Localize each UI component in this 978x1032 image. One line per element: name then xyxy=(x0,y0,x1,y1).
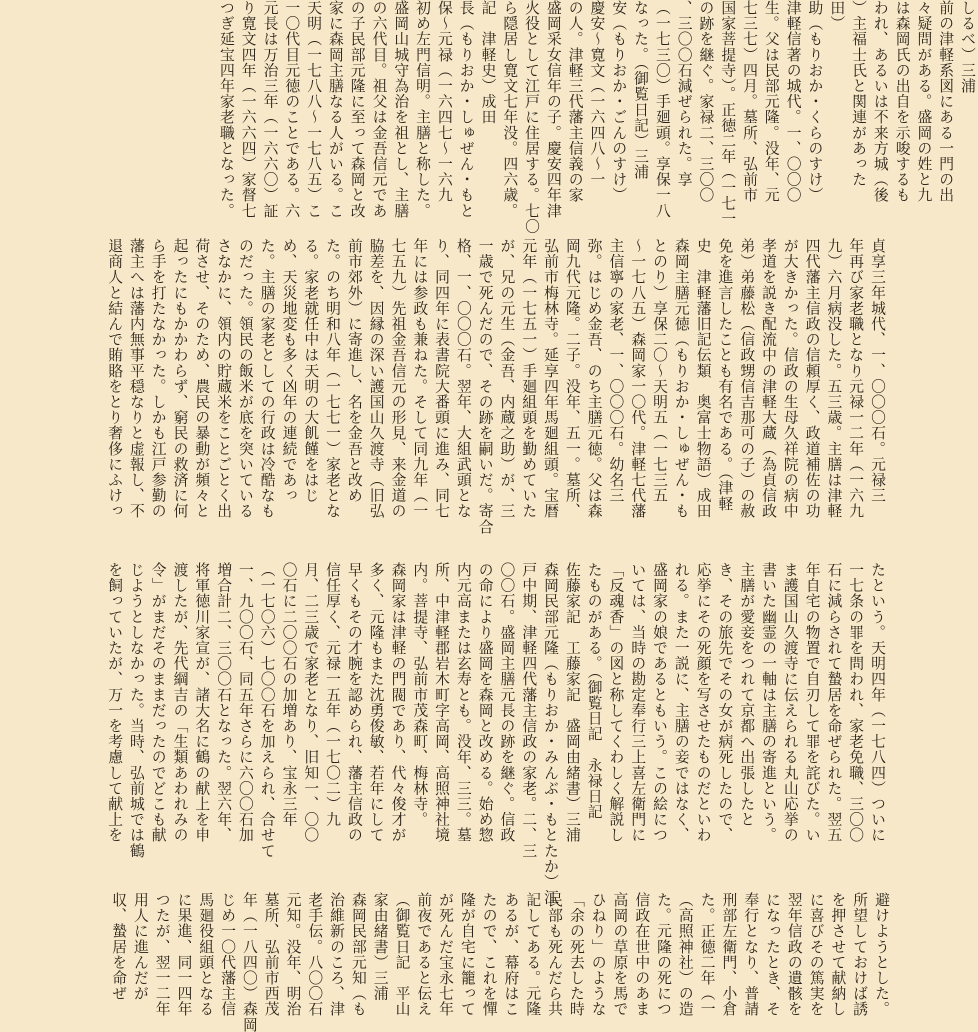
text-column: 一〇代目元徳のことである。六 xyxy=(283,0,301,219)
text-column: ）主福士氏と関連があった xyxy=(850,0,868,188)
text-column: り、同四年に表書院大番頭に進み、同七 xyxy=(433,238,451,519)
text-column: 田） xyxy=(828,0,846,32)
text-column: 長（もりおか・しゅぜん・もと xyxy=(457,0,475,219)
text-column: の六代目。祖父は金吾信元であ xyxy=(370,0,388,219)
text-column: 森岡主膳元徳（もりおか・しゅぜん・も xyxy=(672,238,690,519)
text-column: 藩主へは藩内無事平穏なりと虚報し、不 xyxy=(127,238,145,519)
text-column: （高照神社）の造 xyxy=(676,892,694,1017)
text-column: 早くもその才腕を認められ、藩主信政の xyxy=(345,562,363,843)
text-column: になったとき、そ xyxy=(764,892,782,1017)
text-column: 応挙にその死顔を写させたものだといわ xyxy=(694,562,712,843)
text-column: た。元隆の死につ xyxy=(655,892,673,1017)
text-column: 記 津軽史）成田 xyxy=(479,0,497,125)
text-column: 安（もりおか・ごんのすけ） xyxy=(610,0,628,203)
text-column: が死んだ宝永七年 xyxy=(437,892,455,1017)
text-column: 戸中期、津軽四代藩主信政の家老。二、三 xyxy=(520,562,538,859)
text-column: 火役として江戸に住居する。七〇 xyxy=(523,0,541,234)
text-column: 隆が自宅に籠って xyxy=(458,892,476,1017)
text-column: 弥。はじめ金吾、のち主膳元徳。父は森 xyxy=(585,238,603,519)
text-column: れる。また一説に、主膳の妾ではなく、 xyxy=(672,562,690,843)
text-column: 家に森岡主膳なる人がいる。こ xyxy=(326,0,344,219)
text-column: 保～元禄（一六四七～一六九 xyxy=(435,0,453,203)
text-column: われ、あるいは不来方城（後 xyxy=(871,0,889,203)
text-column: 石に減らされて蟄居を命ぜられた。翌五 xyxy=(825,562,843,843)
text-column: た。のち明和八年（一七七一）家老とな xyxy=(324,238,342,519)
text-column: 助（もりおか・くらのすけ） xyxy=(806,0,824,203)
text-column: 起ったにもかかわらず、窮民の救済に何 xyxy=(171,238,189,519)
text-column: ま護国山久渡寺に伝えられる丸山応挙の xyxy=(781,562,799,843)
text-column: 貞享三年城代、一、〇〇〇石。元禄三 xyxy=(869,238,886,504)
text-column: 〇〇石。盛岡主膳元長の跡を継ぐ。信政 xyxy=(498,562,516,843)
text-column: 格、一、〇〇〇石。翌年、大組武頭とな xyxy=(454,238,472,519)
text-column: 史 津軽藩旧記伝類 奥富士物語）成田 xyxy=(694,238,712,519)
text-column: め、天災地変も多く凶年の連続であっ xyxy=(280,238,298,504)
text-column: （一七〇六）七〇〇石を加えられ、合せて xyxy=(258,562,276,859)
text-column: たものがある。（御覧日記 永禄日記 xyxy=(585,562,603,820)
text-column: 退商人と結んで賄賂をとり奢侈にふけっ xyxy=(106,238,124,519)
text-column: ら手を打たなかった。しかも江戸参勤の xyxy=(149,238,167,519)
text-column: なった。（御覧日記）三浦 xyxy=(632,0,650,180)
text-column: 岡九代元隆。二子。没年、五一。墓所、 xyxy=(563,238,581,519)
text-band-bottom xyxy=(0,892,892,1032)
text-band-lower-middle xyxy=(0,562,888,906)
text-column: さなかに、領内の貯蔵米をことごとく出 xyxy=(215,238,233,519)
text-column: いては、当時の勘定奉行三上喜左衛門に xyxy=(629,562,647,843)
text-column: 森岡民部元知（も xyxy=(349,892,367,1017)
text-column: 一七条の罪を問われ、家老免職、三〇〇 xyxy=(847,562,865,843)
text-column: り寛文四年（一六六四）家督七 xyxy=(239,0,257,219)
text-column: 渡したが、先代綱吉の「生類あわれみの xyxy=(171,562,189,843)
text-column: 国家菩提寺）。正徳二年（一七一 xyxy=(719,0,737,227)
text-column: 収、蟄居を命ぜ xyxy=(110,892,128,1002)
text-column: 所、中津軽郡岩木町字高岡、高照神社境 xyxy=(433,562,451,843)
text-column: 孝道を説き配流中の津軽大蔵（為貞信政 xyxy=(760,238,778,519)
text-column: つぎ延宝四年家老職となった。 xyxy=(217,0,235,219)
text-column: 「余の死去した時 xyxy=(567,892,585,1017)
text-column: とのり）享保二〇～天明五（一七三五 xyxy=(651,238,669,504)
text-column: の命により盛岡を森岡と改める。始め惣 xyxy=(476,562,494,843)
text-column: 奉行となり、普請 xyxy=(742,892,760,1017)
text-column: たので、これを憚 xyxy=(480,892,498,1017)
text-column: 津軽信著の城代。一、〇〇〇 xyxy=(784,0,802,203)
text-column: 翌年信政の遺骸を xyxy=(785,892,803,1017)
text-column: 々疑問がある。盛岡の姓と九 xyxy=(915,0,933,203)
text-column: （御覧日記 平山 xyxy=(393,892,411,1017)
text-column: 一、九〇〇石、同五年さらに六〇〇石加 xyxy=(236,562,254,843)
text-column: が、兄の元生（金吾、内蔵之助）が、三 xyxy=(498,238,516,519)
text-column: 四代藩主信政の信頼厚く、政道補佐の功 xyxy=(803,238,821,519)
text-column: 七三七）四月。墓所、弘前市 xyxy=(741,0,759,203)
text-column: 元長は万治三年（一六六〇）証 xyxy=(261,0,279,219)
text-column: を飼っていたが、万一を考慮して献上を xyxy=(106,562,124,843)
text-column: 多く、元隆もまた沈勇俊敏、若年にして xyxy=(367,562,385,843)
text-column: 天明（一七八八～一七八五）こ xyxy=(305,0,323,219)
text-column: 森岡家は津軽の門閥であり、代々俊才が xyxy=(389,562,407,843)
text-column: 前の津軽系図にある一門の出 xyxy=(937,0,955,203)
text-column: じようとしなかった。当時、弘前城では鶴 xyxy=(127,562,145,859)
text-column: は森岡氏の出自を示唆するも xyxy=(893,0,911,203)
text-column: 初め左門信明。主膳と称した。 xyxy=(414,0,432,219)
text-column: 「反魂香」の図と称してくわしく解説し xyxy=(607,562,625,843)
text-column: 一歳で死んだので、その跡を嗣いだ。寄合 xyxy=(476,238,494,535)
text-column: 年には参政も兼ねた。そして同九年（一 xyxy=(411,238,429,519)
text-column: に喜びその篤実を xyxy=(807,892,825,1017)
text-column: 年（一八四〇）森岡 xyxy=(240,892,258,1032)
text-column: 高岡の草原を馬で xyxy=(611,892,629,1017)
text-band-top xyxy=(28,0,978,234)
text-column: 主信寧の家老、一、〇〇〇石。幼名三 xyxy=(607,238,625,504)
text-column: が大きかった。信政の生母久祥院の病中 xyxy=(781,238,799,519)
text-column: （一七三〇）手廻頭。享保一八 xyxy=(653,0,671,219)
text-column: 荷させ、そのため、農民の暴動が頻々と xyxy=(193,238,211,519)
text-column: 信任厚く、元禄一五年（一七〇二）九 xyxy=(324,562,342,828)
text-column: の人。津軽三代藩主信義の家 xyxy=(566,0,584,203)
text-column: 元年（一七五一）手廻組頭を勤めていた xyxy=(520,238,538,519)
text-column: 弟）弟藤松（信政甥信吉那可の子）の赦 xyxy=(738,238,756,519)
text-column: 生。父は民部元隆。没年、元 xyxy=(762,0,780,203)
text-column: 慶安～寛文（一六四八～一 xyxy=(588,0,606,188)
text-column: る。家老就任中は天明の大飢饉をはじ xyxy=(302,238,320,504)
text-column: 盛岡家の娘であるともいう。この絵につ xyxy=(651,562,669,843)
text-column: の子民部元隆に至って森岡と改 xyxy=(348,0,366,219)
text-column: 家由緒書）三浦 xyxy=(371,892,389,1002)
text-column: 月、二三歳で家老となり、旧知一、〇〇 xyxy=(302,562,320,843)
text-column: 内元高または玄寿とも。没年、三三。墓 xyxy=(454,562,472,843)
text-column: 免を進言したことも有名である。（津軽 xyxy=(716,238,734,512)
text-column: 〇石に二〇〇石の加増あり、宝永三年 xyxy=(280,562,298,828)
text-column: ら隠居し寛文七年没。四六歳。 xyxy=(501,0,519,219)
text-column: 主膳が愛妾をつれて京都へ出張したと xyxy=(738,562,756,828)
text-column: 用人に進んだが xyxy=(131,892,149,1002)
text-column: 馬廻役組頭となる xyxy=(197,892,215,1017)
text-column: 七五九）先祖金吾信元の形見、来金道の xyxy=(389,238,407,519)
text-column: 刑部左衛門、小倉 xyxy=(720,892,738,1017)
text-column: を押させて献納し xyxy=(829,892,847,1017)
text-column: あるが、幕府はこ xyxy=(502,892,520,1017)
text-column: 弘前市梅林寺。延享四年馬廻組頭。宝暦 xyxy=(542,238,560,519)
text-column: 避けようとした。 xyxy=(873,892,890,1017)
text-column: た。主膳の家老としての行政は冷酷なも xyxy=(258,238,276,519)
text-column: ひねり」のような xyxy=(589,892,607,1017)
text-column: 盛岡采女信年の子。慶安四年津 xyxy=(544,0,562,219)
text-column: ～一七八五）森岡家一〇代。津軽七代藩 xyxy=(629,238,647,519)
text-column: 記してある。元隆 xyxy=(524,892,542,1017)
text-column: 九）六月病没した。五三歳。主膳は津軽 xyxy=(825,238,843,519)
text-column: 年自宅の物置で自刃して罪を詫びた。い xyxy=(803,562,821,843)
text-column: 民部も死んだら共 xyxy=(546,892,564,1017)
text-column: 令」がまだそのままだったのでどこも献 xyxy=(149,562,167,843)
text-column: じめ一〇代藩主信 xyxy=(219,892,237,1017)
text-column: 盛岡山城守為治を祖とし、主膳 xyxy=(392,0,410,219)
text-column: 増合計二、三〇〇石となった。翌六年、 xyxy=(215,562,233,843)
text-column: 信政在世中のあま xyxy=(633,892,651,1017)
text-column: 年再び家老職となり元禄一二年（一六九 xyxy=(847,238,865,519)
text-column: 墓所、弘前市西茂 xyxy=(262,892,280,1017)
text-column: しるべ）三浦 xyxy=(959,0,976,94)
text-column: 森岡民部元隆（もりおか・みんぶ・もとたか）江 xyxy=(542,562,560,906)
text-column: き、その旅先でその女が病死したので、 xyxy=(716,562,734,843)
text-column: たという。天明四年（一七八四）ついに xyxy=(869,562,886,843)
text-column: に果進、同一四年 xyxy=(175,892,193,1017)
text-column: 前市郊外）に寄進し、名を金吾と改め xyxy=(345,238,363,504)
text-column: 、三〇〇石減ぜられた。享 xyxy=(675,0,693,188)
text-column: のだった。領民の飯米が底を突いている xyxy=(236,238,254,519)
text-column: つたが、翌一二年 xyxy=(153,892,171,1017)
text-band-upper-middle xyxy=(0,238,888,582)
text-column: 前夜であると伝え xyxy=(415,892,433,1017)
text-column: 治維新のころ、津 xyxy=(328,892,346,1017)
text-column: 将軍徳川家宣が、諸大名に鶴の献上を申 xyxy=(193,562,211,843)
text-column: 脇差を、因縁の深い護国山久渡寺（旧弘 xyxy=(367,238,385,519)
text-column: 元知。没年、明治 xyxy=(284,892,302,1017)
text-column: 内。菩提寺、弘前市茂森町、梅林寺。 xyxy=(411,562,429,828)
text-column: 所望しておけば誘 xyxy=(851,892,869,1017)
text-column: の跡を継ぐ。家禄二、三〇〇 xyxy=(697,0,715,203)
text-column: 佐藤家記 工藤家記 盛岡由緒書）三浦 xyxy=(563,562,581,843)
text-column: た。正徳二年（一 xyxy=(698,892,716,1017)
text-column: 老手伝。八〇〇石 xyxy=(306,892,324,1017)
text-column: 書いた幽霊の一軸は主膳の寄進という。 xyxy=(760,562,778,843)
